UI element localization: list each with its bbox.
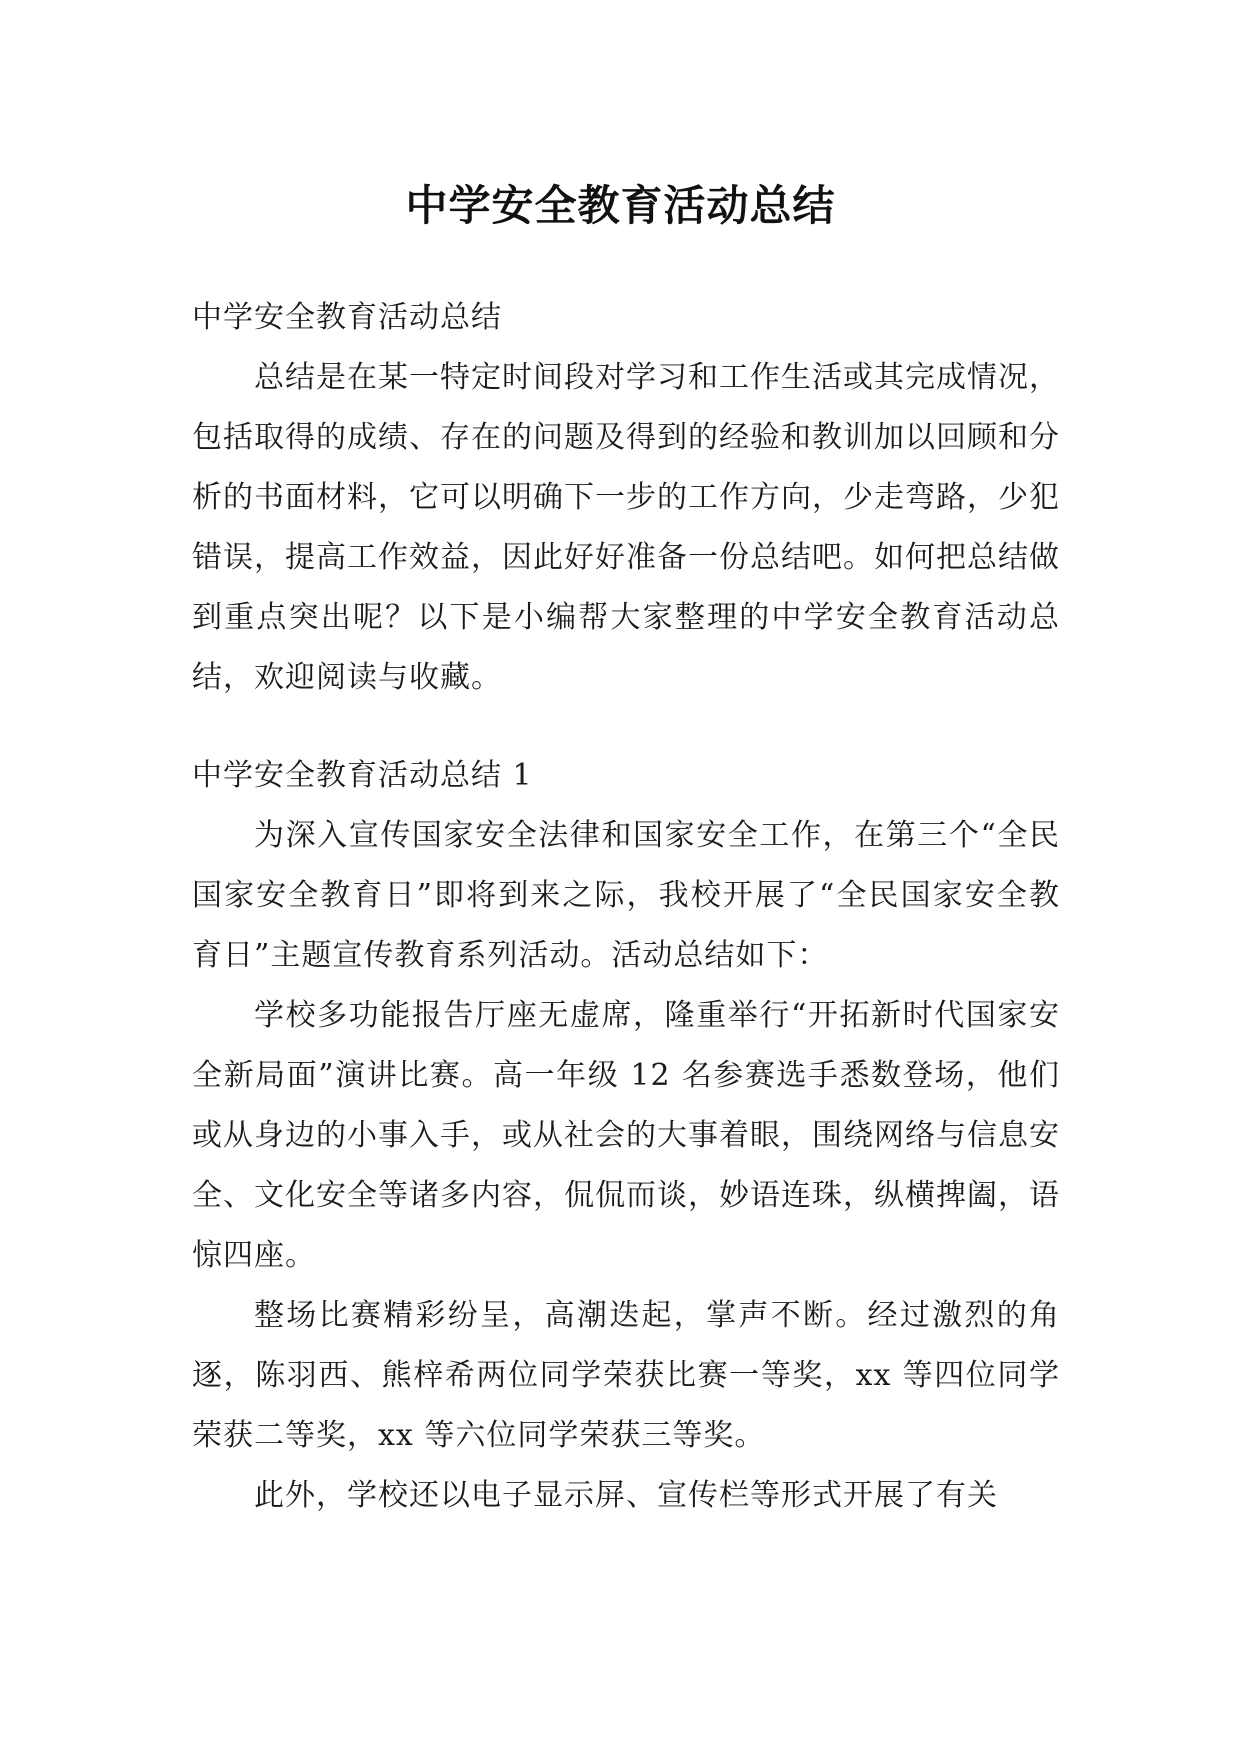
section-1-paragraph-3: 整场比赛精彩纷呈，高潮迭起，掌声不断。经过激烈的角逐，陈羽西、熊梓希两位同学荣获比赛一等奖，xx 等四位同学荣获二等奖，xx 等六位同学荣获三等奖。	[192, 1298, 1060, 1453]
section-1	[192, 746, 1060, 1526]
section-1-paragraph-2: 学校多功能报告厅座无虚席，隆重举行“开拓新时代国家安全新局面”演讲比赛。高一年级 12 名参赛选手悉数登场，他们或从身边的小事入手，或从社会的大事着眼，围绕网络与信息安全、文化安全等诸多内容，侃侃而谈，妙语连珠，纵横捭阖，语惊四座。	[192, 998, 1060, 1273]
document-title: 中学安全教育活动总结	[405, 181, 836, 231]
intro-paragraph: 总结是在某一特定时间段对学习和工作生活或其完成情况，包括取得的成绩、存在的问题及得到的经验和教训加以回顾和分析的书面材料，它可以明确下一步的工作方向，少走弯路，少犯错误，提高工作效益，因此好好准备一份总结吧。如何把总结做到重点突出呢？以下是小编帮大家整理的中学安全教育活动总结，欢迎阅读与收藏。	[192, 360, 1060, 695]
intro-section	[192, 288, 1060, 708]
section-1-heading: 中学安全教育活动总结 1	[192, 758, 533, 793]
section-1-paragraph-4: 此外，学校还以电子显示屏、宣传栏等形式开展了有关	[254, 1478, 998, 1513]
section-1-paragraph-1: 为深入宣传国家安全法律和国家安全工作，在第三个“全民国家安全教育日”即将到来之际，我校开展了“全民国家安全教育日”主题宣传教育系列活动。活动总结如下：	[192, 818, 1060, 973]
intro-heading: 中学安全教育活动总结	[192, 300, 502, 335]
